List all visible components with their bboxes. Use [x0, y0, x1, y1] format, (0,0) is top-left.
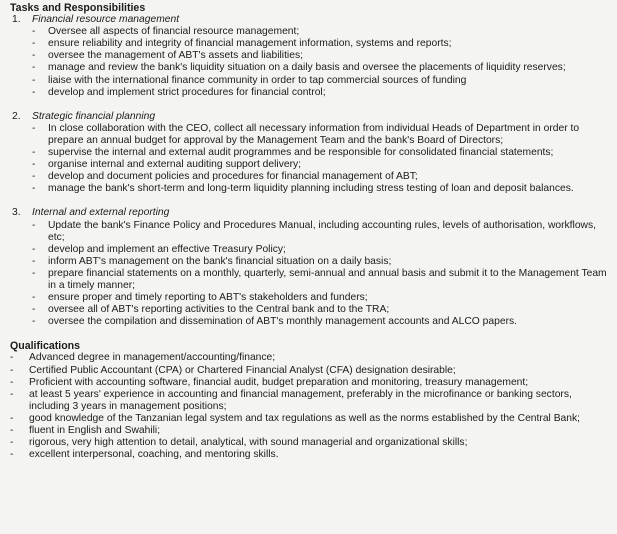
list-item-text: inform ABT's management on the bank's financial situation on a daily basis;: [48, 255, 392, 267]
task-sections: [10, 14, 614, 328]
section-item-list: [10, 26, 614, 99]
bullet-dash: -: [32, 292, 36, 304]
list-item: [10, 75, 614, 87]
list-item-text: manage and review the bank's liquidity situation on a daily basis and oversee the placements of liquidity reserves;: [48, 62, 566, 74]
list-item-text: In close collaboration with the CEO, collect all necessary information from individual Heads of Department in order to prepare an annual budget for approval by the Management Team and the bank's Board of Directors;: [48, 122, 580, 146]
list-item-text: organise internal and external auditing support delivery;: [48, 159, 302, 171]
bullet-dash: -: [10, 376, 14, 388]
list-item: [10, 268, 614, 292]
bullet-dash: -: [10, 388, 14, 400]
job-description-document: [10, 2, 614, 461]
bullet-dash: -: [10, 412, 14, 424]
list-item: [10, 256, 614, 268]
bullet-dash: -: [10, 364, 14, 376]
list-item-text: Proficient with accounting software, financial audit, budget preparation and monitoring, treasury management;: [29, 376, 529, 388]
bullet-dash: -: [32, 122, 36, 134]
list-item-text: manage the bank's short-term and long-term liquidity planning including stress testing of loan and deposit balances.: [48, 183, 574, 195]
list-item-text: supervise the internal and external audit programmes and be responsible for consolidated financial statements;: [48, 147, 554, 159]
section-number: 1.: [12, 14, 21, 26]
list-item-text: develop and implement strict procedures for financial control;: [48, 86, 326, 98]
section-number: 3.: [12, 207, 21, 219]
list-item: [10, 413, 614, 425]
section-title: [10, 207, 614, 219]
list-item: [10, 87, 614, 99]
list-item-text: Certified Public Accountant (CPA) or Chartered Financial Analyst (CFA) designation desirable;: [29, 364, 456, 376]
bullet-dash: -: [32, 74, 36, 86]
list-item: [10, 389, 614, 413]
list-item: [10, 38, 614, 50]
list-item: [10, 437, 614, 449]
section-title-text: Strategic financial planning: [32, 110, 156, 122]
list-item-text: develop and implement an effective Treasury Policy;: [48, 243, 286, 255]
section-item-list: [10, 123, 614, 196]
task-section: [10, 111, 614, 196]
list-item-text: oversee the compilation and dissemination of ABT's monthly management accounts and ALCO papers.: [48, 316, 518, 328]
bullet-dash: -: [32, 86, 36, 98]
list-item: [10, 304, 614, 316]
bullet-dash: -: [10, 425, 14, 436]
list-item: [10, 26, 614, 38]
list-item: [10, 183, 614, 195]
bullet-dash: -: [32, 316, 36, 328]
list-item: [10, 449, 614, 461]
list-item-text: develop and document policies and procedures for financial management of ABT;: [48, 171, 418, 183]
list-item: [10, 316, 614, 328]
list-item-text: prepare financial statements on a monthly, quarterly, semi-annual and annual basis and submit it to the Management Team in a timely manner;: [48, 267, 607, 291]
list-item-text: fluent in English and Swahili;: [29, 425, 161, 436]
bullet-dash: -: [32, 159, 36, 171]
list-item: [10, 220, 614, 244]
list-item: [10, 352, 614, 364]
task-section: [10, 14, 614, 99]
bullet-dash: -: [32, 243, 36, 255]
bullet-dash: -: [32, 304, 36, 316]
bullet-dash: -: [32, 183, 36, 195]
bullet-dash: -: [32, 50, 36, 62]
bullet-dash: -: [32, 255, 36, 267]
list-item: [10, 171, 614, 183]
list-item: [10, 425, 614, 437]
list-item-text: ensure reliability and integrity of financial management information, systems and reports;: [48, 38, 452, 50]
list-item-text: oversee the management of ABT's assets and liabilities;: [48, 50, 303, 62]
list-item-text: at least 5 years' experience in accounting and financial management, preferably in the microfinance or banking sectors, including 3 years in management positions;: [29, 388, 572, 412]
list-item: [10, 62, 614, 74]
bullet-dash: -: [32, 267, 36, 279]
qualifications-section: [10, 340, 614, 461]
qualifications-heading: Qualifications: [10, 340, 81, 353]
list-item-text: good knowledge of the Tanzanian legal system and tax regulations as well as the norms established by the Central Bank;: [29, 412, 581, 424]
list-item-text: rigorous, very high attention to detail, analytical, with sound managerial and organizational skills;: [29, 437, 468, 449]
bullet-dash: -: [10, 437, 14, 449]
bullet-dash: -: [32, 62, 36, 74]
section-title-text: Internal and external reporting: [32, 207, 170, 219]
list-item: [10, 244, 614, 256]
section-title: [10, 14, 614, 26]
list-item: [10, 147, 614, 159]
list-item-text: Update the bank's Finance Policy and Procedures Manual, including accounting rules, levels of authorisation, workflows, etc;: [48, 219, 597, 243]
list-item: [10, 123, 614, 147]
section-item-list: [10, 220, 614, 329]
tasks-heading: Tasks and Responsibilities: [10, 2, 146, 14]
section-number: 2.: [12, 110, 21, 122]
list-item-text: oversee all of ABT's reporting activities to the Central bank and to the TRA;: [48, 304, 390, 316]
list-item-text: liaise with the international finance community in order to tap commercial sources of funding: [48, 74, 467, 86]
bullet-dash: -: [10, 449, 14, 461]
list-item-text: ensure proper and timely reporting to ABT's stakeholders and funders;: [48, 292, 368, 304]
list-item: [10, 159, 614, 171]
list-item-text: Oversee all aspects of financial resource management;: [48, 26, 300, 38]
bullet-dash: -: [32, 147, 36, 159]
list-item: [10, 292, 614, 304]
list-item: [10, 365, 614, 377]
bullet-dash: -: [10, 352, 14, 364]
list-item-text: Advanced degree in management/accounting/finance;: [29, 352, 276, 364]
bullet-dash: -: [32, 38, 36, 50]
task-section: [10, 207, 614, 328]
list-item: [10, 50, 614, 62]
section-title-text: Financial resource management: [32, 14, 180, 26]
bullet-dash: -: [32, 26, 36, 38]
section-title: [10, 111, 614, 123]
list-item: [10, 377, 614, 389]
list-item-text: excellent interpersonal, coaching, and mentoring skills.: [29, 449, 279, 461]
qualifications-list: [10, 352, 614, 461]
bullet-dash: -: [32, 171, 36, 183]
bullet-dash: -: [32, 219, 36, 231]
